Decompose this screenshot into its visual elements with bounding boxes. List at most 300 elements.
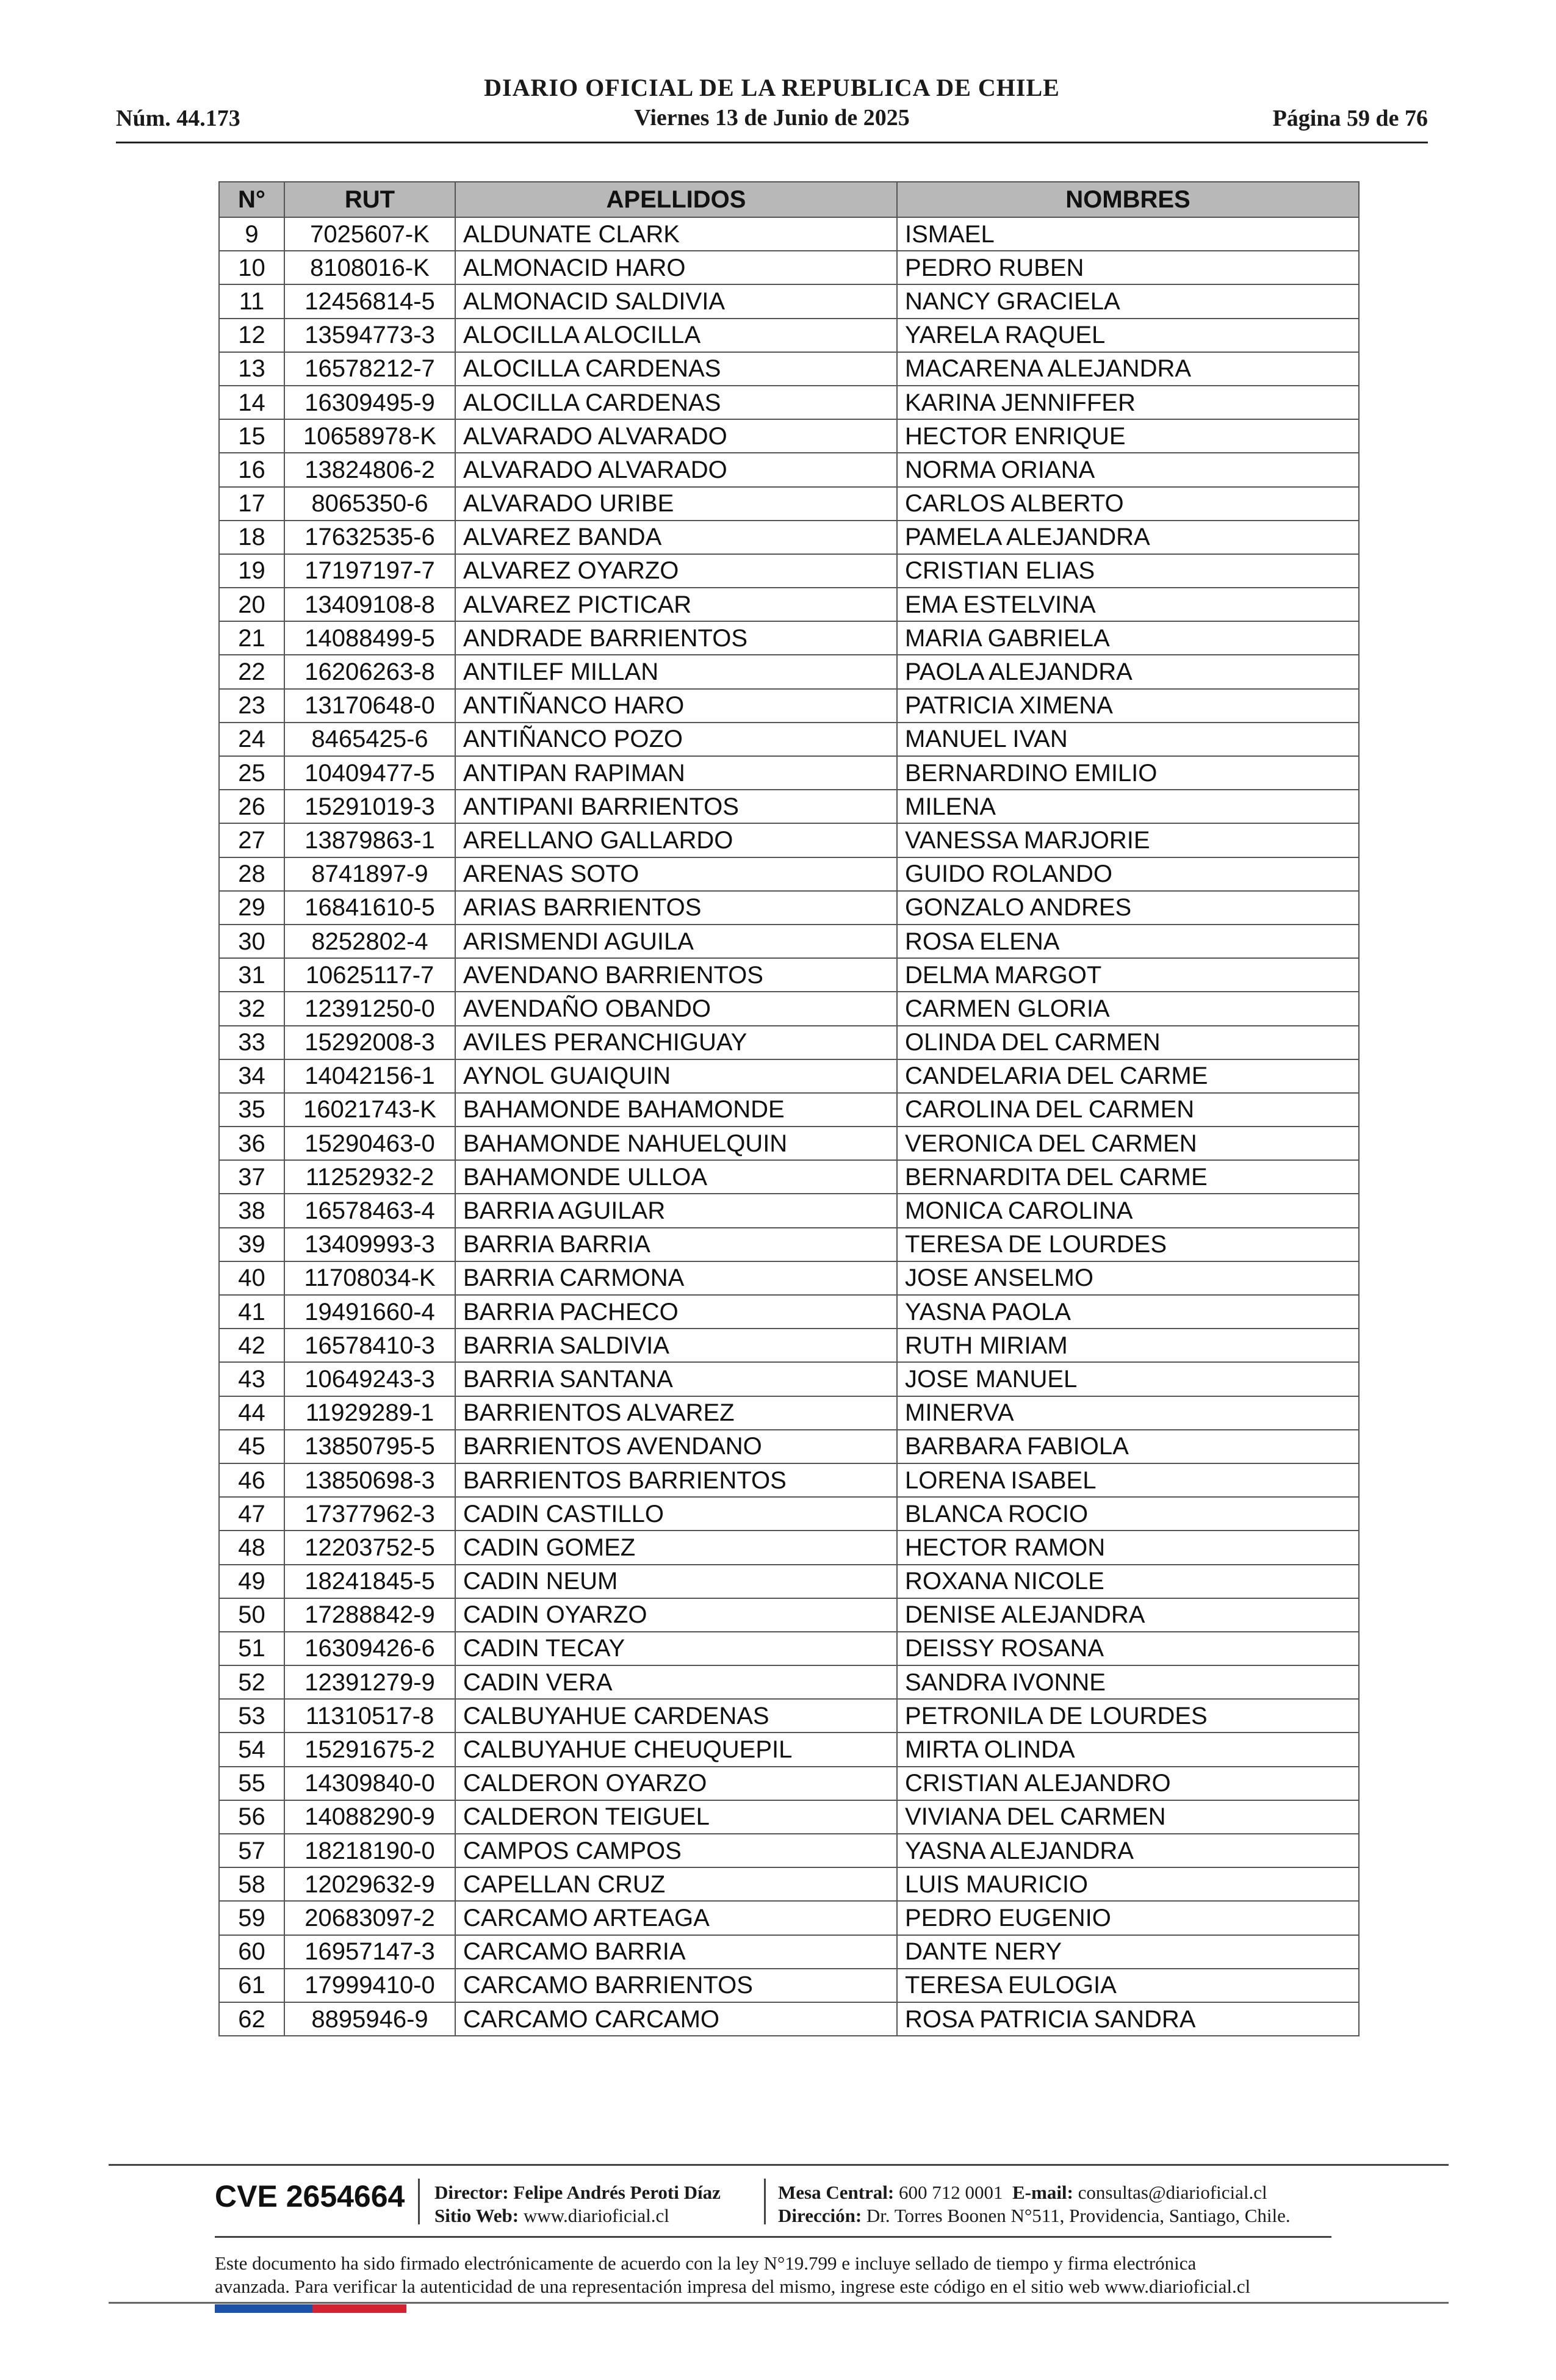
cell-rut: 20683097-2 [284,1901,455,1935]
cell-number: 60 [219,1935,284,1969]
web-link[interactable]: www.diarioficial.cl [523,2205,669,2226]
cell-rut: 12203752-5 [284,1531,455,1564]
cell-apellidos: BARRIA SANTANA [455,1362,897,1396]
cell-number: 25 [219,756,284,790]
footer-separator [418,2179,420,2224]
cell-number: 36 [219,1127,284,1160]
cell-rut: 17197197-7 [284,554,455,588]
cell-rut: 10409477-5 [284,756,455,790]
cell-number: 32 [219,992,284,1025]
cell-apellidos: CARCAMO BARRIA [455,1935,897,1969]
cell-rut: 8065350-6 [284,487,455,521]
table-row [219,217,1359,251]
table-row [219,1026,1359,1059]
cell-number: 23 [219,689,284,723]
cell-rut: 11708034-K [284,1261,455,1295]
cell-nombres: OLINDA DEL CARMEN [897,1026,1359,1059]
cell-nombres: ROSA ELENA [897,925,1359,958]
table-row [219,1531,1359,1564]
cell-apellidos: CADIN NEUM [455,1565,897,1598]
footer-divider-middle [215,2236,1331,2238]
cell-rut: 8108016-K [284,251,455,284]
cell-nombres: CRISTIAN ELIAS [897,554,1359,588]
table-row [219,588,1359,621]
cell-rut: 11929289-1 [284,1396,455,1430]
cell-apellidos: ANTIPAN RAPIMAN [455,756,897,790]
cell-apellidos: BARRIA PACHECO [455,1295,897,1329]
cell-rut: 13824806-2 [284,453,455,486]
cell-number: 50 [219,1598,284,1632]
cell-number: 44 [219,1396,284,1430]
cell-rut: 13850795-5 [284,1430,455,1463]
cell-apellidos: BARRIENTOS AVENDANO [455,1430,897,1463]
cell-rut: 8741897-9 [284,857,455,891]
contact-info [778,2181,1291,2227]
cell-nombres: DELMA MARGOT [897,958,1359,992]
cell-nombres: CRISTIAN ALEJANDRO [897,1767,1359,1800]
cell-number: 9 [219,217,284,251]
cell-number: 47 [219,1497,284,1531]
director-info [434,2181,721,2227]
cell-rut: 8895946-9 [284,2002,455,2036]
table-row [219,1396,1359,1430]
cell-nombres: VANESSA MARJORIE [897,823,1359,857]
cell-apellidos: ANTIÑANCO POZO [455,723,897,756]
table-row [219,689,1359,723]
cell-number: 17 [219,487,284,521]
director-label: Director: [434,2182,509,2203]
cell-apellidos: ALMONACID SALDIVIA [455,284,897,318]
cell-nombres: MANUEL IVAN [897,723,1359,756]
cell-nombres: LUIS MAURICIO [897,1867,1359,1901]
cell-rut: 16578463-4 [284,1194,455,1227]
table-row [219,1194,1359,1227]
cell-number: 46 [219,1463,284,1497]
cell-apellidos: BAHAMONDE BAHAMONDE [455,1093,897,1127]
table-row [219,1261,1359,1295]
table-row [219,621,1359,655]
column-header-rut: RUT [284,182,455,217]
cell-apellidos: ALVARADO URIBE [455,487,897,521]
cell-apellidos: CARCAMO BARRIENTOS [455,1969,897,2002]
cell-nombres: GONZALO ANDRES [897,891,1359,925]
table-row [219,723,1359,756]
cell-rut: 10649243-3 [284,1362,455,1396]
cell-number: 30 [219,925,284,958]
cell-nombres: KARINA JENNIFFER [897,386,1359,419]
cell-nombres: CARLOS ALBERTO [897,487,1359,521]
cell-nombres: MIRTA OLINDA [897,1733,1359,1766]
cell-nombres: DANTE NERY [897,1935,1359,1969]
cell-rut: 17288842-9 [284,1598,455,1632]
cell-nombres: HECTOR ENRIQUE [897,419,1359,453]
cell-apellidos: AYNOL GUAIQUIN [455,1059,897,1093]
cell-nombres: PEDRO RUBEN [897,251,1359,284]
cell-nombres: PEDRO EUGENIO [897,1901,1359,1935]
cell-number: 27 [219,823,284,857]
table-row [219,992,1359,1025]
table-row [219,1767,1359,1800]
cell-number: 14 [219,386,284,419]
cell-number: 51 [219,1632,284,1665]
footer-separator [764,2179,766,2224]
cell-number: 58 [219,1867,284,1901]
director-name: Felipe Andrés Peroti Díaz [513,2182,721,2203]
mesa-phone: 600 712 0001 [899,2182,1003,2203]
table-row [219,554,1359,588]
table-row [219,319,1359,352]
column-header-apellidos: APELLIDOS [455,182,897,217]
cell-apellidos: ALVARADO ALVARADO [455,453,897,486]
cell-rut: 18218190-0 [284,1834,455,1867]
cell-number: 55 [219,1767,284,1800]
cell-nombres: PATRICIA XIMENA [897,689,1359,723]
cell-apellidos: ALVAREZ OYARZO [455,554,897,588]
cell-nombres: MINERVA [897,1396,1359,1430]
cell-apellidos: ALDUNATE CLARK [455,217,897,251]
table-row [219,1598,1359,1632]
cve-code: CVE 2654664 [215,2179,405,2213]
cell-rut: 17377962-3 [284,1497,455,1531]
cell-apellidos: CALDERON OYARZO [455,1767,897,1800]
cell-rut: 13170648-0 [284,689,455,723]
cell-apellidos: ALVAREZ PICTICAR [455,588,897,621]
cell-number: 61 [219,1969,284,2002]
cell-nombres: TERESA EULOGIA [897,1969,1359,2002]
cell-nombres: PAOLA ALEJANDRA [897,655,1359,688]
cell-apellidos: CADIN VERA [455,1665,897,1699]
cell-apellidos: ALVARADO ALVARADO [455,419,897,453]
email-label: E-mail: [1012,2182,1073,2203]
table-row [219,1665,1359,1699]
cell-rut: 13850698-3 [284,1463,455,1497]
table-row [219,352,1359,386]
direccion-label: Dirección: [778,2205,862,2226]
cell-apellidos: BARRIENTOS ALVAREZ [455,1396,897,1430]
cell-rut: 11252932-2 [284,1160,455,1194]
cell-rut: 13879863-1 [284,823,455,857]
cell-rut: 12391279-9 [284,1665,455,1699]
table-row [219,1463,1359,1497]
table-row [219,958,1359,992]
cell-nombres: RUTH MIRIAM [897,1329,1359,1362]
cell-rut: 15292008-3 [284,1026,455,1059]
cell-number: 38 [219,1194,284,1227]
cell-nombres: MARIA GABRIELA [897,621,1359,655]
cell-number: 24 [219,723,284,756]
cell-apellidos: ARELLANO GALLARDO [455,823,897,857]
registry-table [218,181,1360,2036]
cell-apellidos: CAPELLAN CRUZ [455,1867,897,1901]
cell-rut: 16957147-3 [284,1935,455,1969]
cell-number: 13 [219,352,284,386]
cell-apellidos: CADIN TECAY [455,1632,897,1665]
cell-apellidos: ARIAS BARRIENTOS [455,891,897,925]
cell-number: 40 [219,1261,284,1295]
table-row [219,1329,1359,1362]
cell-nombres: LORENA ISABEL [897,1463,1359,1497]
header-divider [116,142,1428,143]
table-row [219,1565,1359,1598]
cell-apellidos: ANDRADE BARRIENTOS [455,621,897,655]
cell-apellidos: ALVAREZ BANDA [455,521,897,554]
signature-notice-line: Este documento ha sido firmado electrónicamente de acuerdo con la ley N°19.799 e incluye sellado de tiempo y firma electrónica [215,2252,1197,2274]
cell-rut: 19491660-4 [284,1295,455,1329]
cell-number: 29 [219,891,284,925]
cell-nombres: CANDELARIA DEL CARME [897,1059,1359,1093]
cell-number: 56 [219,1800,284,1834]
cell-number: 34 [219,1059,284,1093]
cell-apellidos: BARRIENTOS BARRIENTOS [455,1463,897,1497]
cell-apellidos: CALBUYAHUE CHEUQUEPIL [455,1733,897,1766]
table-row [219,1800,1359,1834]
cell-nombres: BERNARDINO EMILIO [897,756,1359,790]
cell-nombres: DENISE ALEJANDRA [897,1598,1359,1632]
cell-apellidos: CADIN OYARZO [455,1598,897,1632]
cell-rut: 15290463-0 [284,1127,455,1160]
table-row [219,1362,1359,1396]
cell-number: 33 [219,1026,284,1059]
cell-rut: 10658978-K [284,419,455,453]
cell-rut: 15291019-3 [284,790,455,823]
footer-divider-bottom [109,2302,1449,2304]
page-number: Página 59 de 76 [1272,106,1428,131]
table-row [219,823,1359,857]
cell-rut: 16206263-8 [284,655,455,688]
cell-nombres: DEISSY ROSANA [897,1632,1359,1665]
cell-nombres: ROXANA NICOLE [897,1565,1359,1598]
cell-apellidos: CALBUYAHUE CARDENAS [455,1699,897,1733]
cell-nombres: EMA ESTELVINA [897,588,1359,621]
cell-rut: 15291675-2 [284,1733,455,1766]
cell-nombres: YASNA PAOLA [897,1295,1359,1329]
table-row [219,1127,1359,1160]
cell-number: 49 [219,1565,284,1598]
cell-rut: 16309495-9 [284,386,455,419]
cell-nombres: JOSE MANUEL [897,1362,1359,1396]
column-header-nombres: NOMBRES [897,182,1359,217]
table-row [219,284,1359,318]
cell-apellidos: BAHAMONDE NAHUELQUIN [455,1127,897,1160]
registry-table-container [218,181,1360,2036]
table-row [219,1228,1359,1261]
cell-apellidos: ALOCILLA ALOCILLA [455,319,897,352]
cell-number: 26 [219,790,284,823]
cell-number: 41 [219,1295,284,1329]
cell-number: 22 [219,655,284,688]
cell-number: 28 [219,857,284,891]
table-body [219,217,1359,2036]
cell-rut: 12456814-5 [284,284,455,318]
cell-nombres: PETRONILA DE LOURDES [897,1699,1359,1733]
cell-nombres: CAROLINA DEL CARMEN [897,1093,1359,1127]
table-row [219,925,1359,958]
cell-number: 42 [219,1329,284,1362]
cell-apellidos: BARRIA AGUILAR [455,1194,897,1227]
mesa-label: Mesa Central: [778,2182,895,2203]
cell-nombres: HECTOR RAMON [897,1531,1359,1564]
cell-number: 21 [219,621,284,655]
cell-number: 10 [219,251,284,284]
table-row [219,1093,1359,1127]
signature-notice-line: avanzada. Para verificar la autenticidad de una representación impresa del mismo, ingrese este código en el sitio web www.diarioficial.cl [215,2276,1251,2297]
cell-number: 39 [219,1228,284,1261]
table-row [219,521,1359,554]
cell-number: 20 [219,588,284,621]
cell-apellidos: ALOCILLA CARDENAS [455,352,897,386]
table-row [219,790,1359,823]
cell-apellidos: ANTIÑANCO HARO [455,689,897,723]
table-row [219,1160,1359,1194]
cell-rut: 14088499-5 [284,621,455,655]
cell-rut: 14088290-9 [284,1800,455,1834]
cell-nombres: VIVIANA DEL CARMEN [897,1800,1359,1834]
direccion-value: Dr. Torres Boonen N°511, Providencia, Santiago, Chile. [866,2205,1291,2226]
table-row [219,1834,1359,1867]
cell-number: 37 [219,1160,284,1194]
table-row [219,1295,1359,1329]
cell-apellidos: BARRIA CARMONA [455,1261,897,1295]
cell-number: 35 [219,1093,284,1127]
cell-nombres: MONICA CAROLINA [897,1194,1359,1227]
cell-number: 48 [219,1531,284,1564]
header-center [116,73,1428,131]
cell-rut: 8465425-6 [284,723,455,756]
cell-nombres: MILENA [897,790,1359,823]
cell-nombres: ROSA PATRICIA SANDRA [897,2002,1359,2036]
cell-apellidos: CARCAMO ARTEAGA [455,1901,897,1935]
cell-rut: 16578212-7 [284,352,455,386]
signature-notice [215,2252,1338,2298]
issue-number: Núm. 44.173 [116,106,240,131]
table-row [219,857,1359,891]
cell-nombres: CARMEN GLORIA [897,992,1359,1025]
cell-rut: 13409108-8 [284,588,455,621]
cell-nombres: YASNA ALEJANDRA [897,1834,1359,1867]
table-row [219,386,1359,419]
cell-rut: 16309426-6 [284,1632,455,1665]
cell-nombres: NORMA ORIANA [897,453,1359,486]
table-row [219,1699,1359,1733]
cell-apellidos: ALMONACID HARO [455,251,897,284]
table-row [219,1497,1359,1531]
cell-apellidos: CADIN GOMEZ [455,1531,897,1564]
column-header-number: N° [219,182,284,217]
cell-rut: 10625117-7 [284,958,455,992]
table-row [219,1935,1359,1969]
table-row [219,2002,1359,2036]
issue-date: Viernes 13 de Junio de 2025 [634,105,910,131]
table-row [219,453,1359,486]
cell-rut: 12029632-9 [284,1867,455,1901]
cell-number: 57 [219,1834,284,1867]
cell-nombres: YARELA RAQUEL [897,319,1359,352]
web-label: Sitio Web: [434,2205,519,2226]
cell-apellidos: ANTIPANI BARRIENTOS [455,790,897,823]
cell-rut: 13409993-3 [284,1228,455,1261]
cell-apellidos: CAMPOS CAMPOS [455,1834,897,1867]
cell-rut: 13594773-3 [284,319,455,352]
cell-nombres: MACARENA ALEJANDRA [897,352,1359,386]
flag-blue-stripe [215,2304,312,2313]
newspaper-title: DIARIO OFICIAL DE LA REPUBLICA DE CHILE [484,74,1060,101]
cell-number: 12 [219,319,284,352]
cell-apellidos: AVENDANO BARRIENTOS [455,958,897,992]
cell-rut: 7025607-K [284,217,455,251]
cell-rut: 16578410-3 [284,1329,455,1362]
cell-number: 54 [219,1733,284,1766]
cell-apellidos: BAHAMONDE ULLOA [455,1160,897,1194]
cell-number: 53 [219,1699,284,1733]
chile-flag-bar [215,2304,406,2313]
flag-red-stripe [312,2304,406,2313]
cell-number: 43 [219,1362,284,1396]
cell-apellidos: CARCAMO CARCAMO [455,2002,897,2036]
cell-rut: 12391250-0 [284,992,455,1025]
cell-apellidos: ARISMENDI AGUILA [455,925,897,958]
cell-number: 52 [219,1665,284,1699]
cell-rut: 17632535-6 [284,521,455,554]
cell-nombres: VERONICA DEL CARMEN [897,1127,1359,1160]
cell-apellidos: CADIN CASTILLO [455,1497,897,1531]
footer-divider-top [109,2164,1449,2166]
cell-number: 19 [219,554,284,588]
table-row [219,1969,1359,2002]
cell-nombres: SANDRA IVONNE [897,1665,1359,1699]
cell-apellidos: CALDERON TEIGUEL [455,1800,897,1834]
cell-rut: 8252802-4 [284,925,455,958]
cell-number: 45 [219,1430,284,1463]
table-row [219,756,1359,790]
cell-nombres: NANCY GRACIELA [897,284,1359,318]
cell-number: 16 [219,453,284,486]
cell-nombres: BERNARDITA DEL CARME [897,1160,1359,1194]
cell-apellidos: ALOCILLA CARDENAS [455,386,897,419]
cell-number: 59 [219,1901,284,1935]
table-row [219,1901,1359,1935]
table-row [219,419,1359,453]
cell-number: 31 [219,958,284,992]
cell-number: 11 [219,284,284,318]
cell-nombres: BARBARA FABIOLA [897,1430,1359,1463]
cell-rut: 18241845-5 [284,1565,455,1598]
cell-apellidos: BARRIA SALDIVIA [455,1329,897,1362]
email-link[interactable]: consultas@diarioficial.cl [1078,2182,1267,2203]
cell-rut: 17999410-0 [284,1969,455,2002]
cell-number: 15 [219,419,284,453]
cell-rut: 14042156-1 [284,1059,455,1093]
cell-nombres: TERESA DE LOURDES [897,1228,1359,1261]
cell-rut: 16021743-K [284,1093,455,1127]
cell-apellidos: ARENAS SOTO [455,857,897,891]
cell-apellidos: AVILES PERANCHIGUAY [455,1026,897,1059]
table-row [219,251,1359,284]
cell-nombres: PAMELA ALEJANDRA [897,521,1359,554]
table-header-row [219,182,1359,217]
table-row [219,487,1359,521]
table-row [219,1733,1359,1766]
cell-apellidos: BARRIA BARRIA [455,1228,897,1261]
cell-nombres: GUIDO ROLANDO [897,857,1359,891]
table-row [219,1059,1359,1093]
table-row [219,655,1359,688]
table-row [219,1867,1359,1901]
table-row [219,891,1359,925]
table-row [219,1430,1359,1463]
cell-apellidos: AVENDAÑO OBANDO [455,992,897,1025]
cell-nombres: JOSE ANSELMO [897,1261,1359,1295]
cell-rut: 11310517-8 [284,1699,455,1733]
